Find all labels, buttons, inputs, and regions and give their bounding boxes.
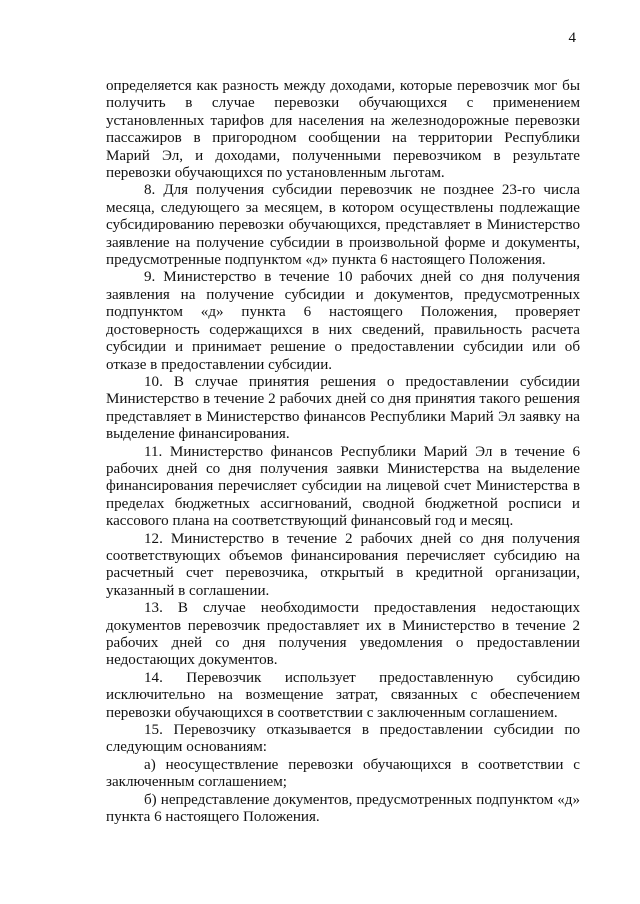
paragraph-12: 12. Министерство в течение 2 рабочих дней со дня получения соответствующих объемов финансирования перечисляет субсидию на расчетный счет перевозчика, открытый в кредитной организации, указанный в соглашении.	[106, 530, 580, 599]
list-item-b: б) непредставление документов, предусмотренных подпунктом «д» пункта 6 настоящего Положения.	[106, 791, 580, 826]
paragraph-9: 9. Министерство в течение 10 рабочих дней со дня получения заявления на получение субсидии и документов, предусмотренных подпунктом «д» пункта 6 настоящего Положения, проверяет достоверность содержащихся в них сведений, правильность расчета субсидии и принимает решение о предоставлении субсидии или об отказе в предоставлении субсидии.	[106, 269, 580, 373]
paragraph-10: 10. В случае принятия решения о предоставлении субсидии Министерство в течение 2 рабочих дней со дня принятия такого решения представляет в Министерство финансов Республики Марий Эл заявку на выделение финансирования.	[106, 373, 580, 443]
paragraph-15: 15. Перевозчику отказывается в предоставлении субсидии по следующим основаниям:	[106, 722, 580, 756]
paragraph-8: 8. Для получения субсидии перевозчик не позднее 23-го числа месяца, следующего за месяцем, в котором осуществлены подлежащие субсидированию перевозки обучающихся, представляет в Министерство заявление на получение субсидии в произвольной форме и документы, предусмотренные подпунктом «д» пункта 6 настоящего Положения.	[106, 182, 580, 269]
paragraph-continuation: определяется как разность между доходами, которые перевозчик мог бы получить в случае перевозки обучающихся с применением установленных тарифов для населения на железнодорожные перевозки пассажиров в пригородном сообщении на территории Республики Марий Эл, и доходами, полученными перевозчиком в результате перевозки обучающихся по установленным льготам.	[106, 78, 580, 182]
document-body	[106, 78, 580, 826]
list-item-a: а) неосуществление перевозки обучающихся в соответствии с заключенным соглашением;	[106, 756, 580, 791]
paragraph-13: 13. В случае необходимости предоставления недостающих документов перевозчик предоставляет их в Министерство в течение 2 рабочих дней со дня получения уведомления о предоставлении недостающих документов.	[106, 600, 580, 669]
paragraph-14: 14. Перевозчик использует предоставленную субсидию исключительно на возмещение затрат, связанных с обеспечением перевозки обучающихся в соответствии с заключенным соглашением.	[106, 669, 580, 721]
page-number: 4	[568, 30, 576, 46]
paragraph-11: 11. Министерство финансов Республики Марий Эл в течение 6 рабочих дней со дня получения заявки Министерства на выделение финансирования перечисляет субсидии на лицевой счет Министерства в пределах бюджетных ассигнований, сводной бюджетной росписи и кассового плана на соответствующий финансовый год и месяц.	[106, 443, 580, 530]
